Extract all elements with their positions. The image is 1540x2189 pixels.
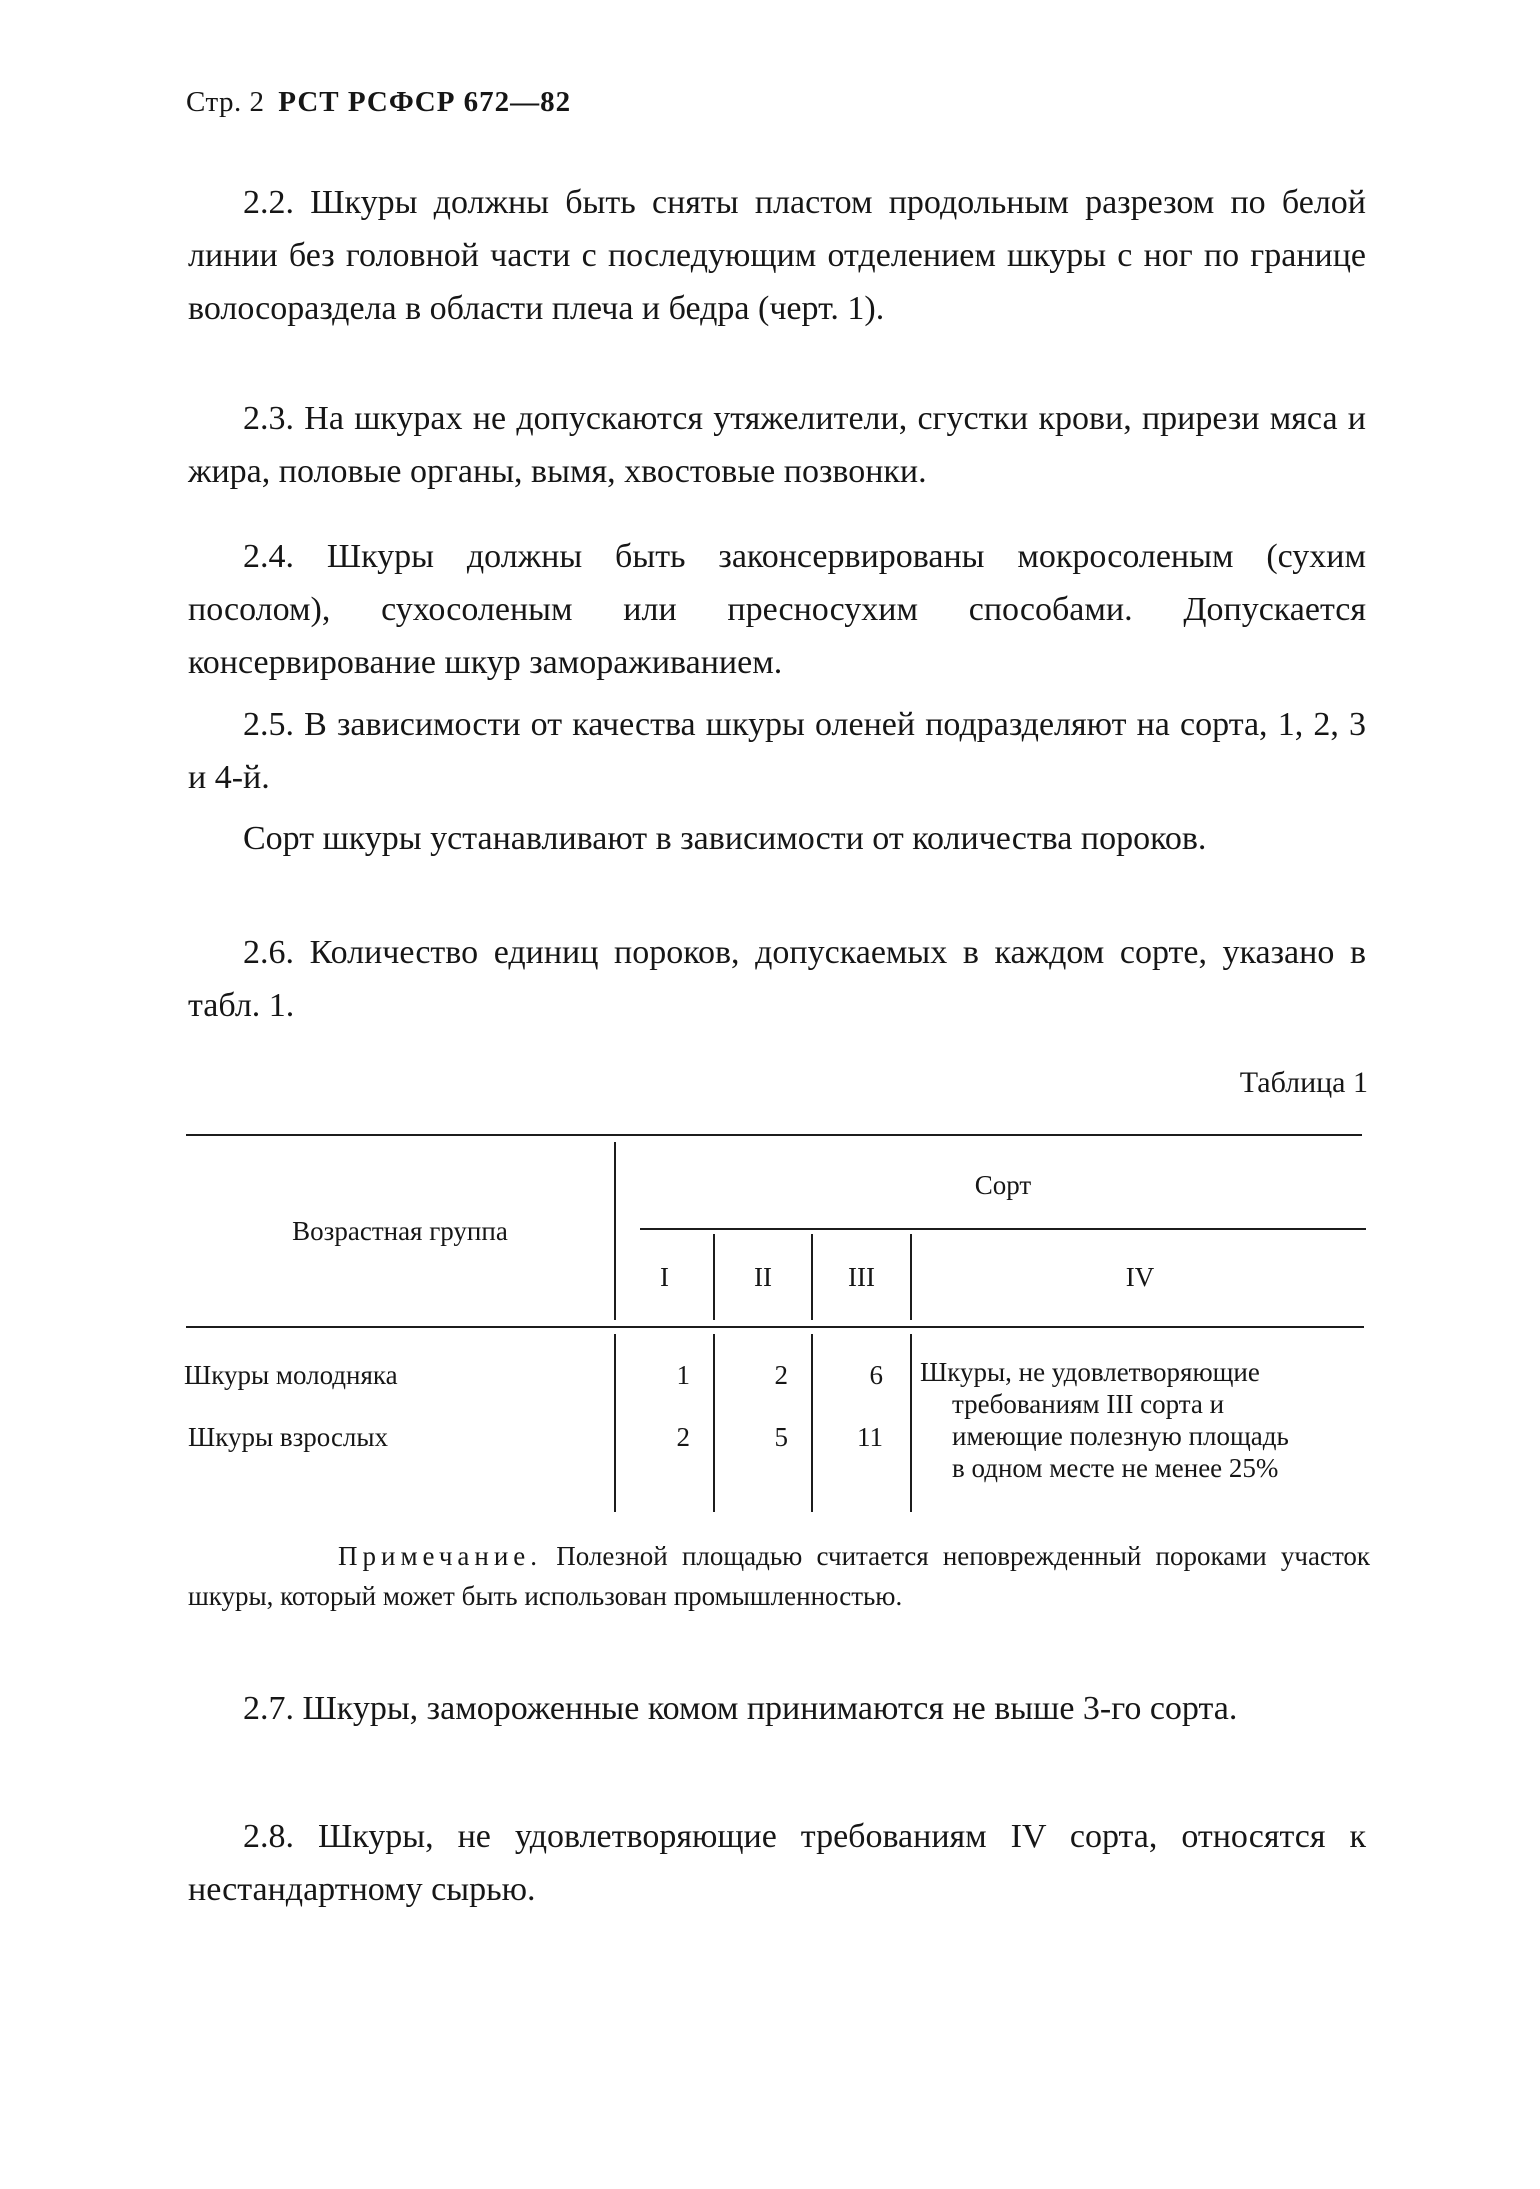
table-row-adult-sort-ii: 5 xyxy=(774,1422,788,1452)
paragraph-2-8: 2.8. Шкуры, не удовлетворяющие требованиям IV сорта, относятся к нестандартному сырью. xyxy=(188,1818,1366,1908)
table-row-young-sort-i: 1 xyxy=(676,1360,690,1390)
table-header-sort-iv: IV xyxy=(1125,1262,1155,1292)
iv-desc-line-4: в одном месте не менее 25% xyxy=(952,1453,1279,1483)
paragraph-2-7: 2.7. Шкуры, замороженные комом принимаются не выше 3-го сорта. xyxy=(243,1690,1238,1727)
table-top-rule xyxy=(186,1134,1362,1136)
table-note xyxy=(188,1536,1370,1616)
table-caption: Таблица 1 xyxy=(1239,1066,1368,1099)
table-row-young-sort-iii: 6 xyxy=(869,1360,883,1390)
page-label: Стр. 2 xyxy=(186,86,265,118)
paragraph-2-6: 2.6. Количество единиц пороков, допускаемых в каждом сорте, указано в табл. 1. xyxy=(188,934,1366,1024)
table-header-sort: Сорт xyxy=(974,1170,1032,1200)
table-sort-rule xyxy=(640,1228,1366,1230)
paragraph-2-2: 2.2. Шкуры должны быть сняты пластом продольным разрезом по белой линии без головной части с последующим отделением шкуры с ног по границе волосораздела в области плеча и бедра (черт. 1). xyxy=(188,184,1366,327)
table-vline-group-body xyxy=(614,1334,616,1512)
iv-desc-line-1: Шкуры, не удовлетворяющие xyxy=(920,1357,1260,1387)
table-header-rule xyxy=(186,1326,1364,1328)
table-row-adult-sort-i: 2 xyxy=(676,1422,690,1452)
table-header-sort-ii: II xyxy=(754,1262,772,1292)
iv-desc-line-3: имеющие полезную площадь xyxy=(952,1421,1289,1451)
table-row-adult-group: Шкуры взрослых xyxy=(188,1422,389,1452)
table-header-sort-iii: III xyxy=(848,1262,875,1292)
table-row-young-sort-ii: 2 xyxy=(774,1360,788,1390)
iv-desc-line-2: требованиям III сорта и xyxy=(952,1389,1225,1419)
page-header xyxy=(186,86,571,119)
table-sort-iv-description xyxy=(920,1356,1370,1484)
note-label: Примечание. xyxy=(338,1541,543,1571)
table-vline-group-head xyxy=(614,1142,616,1320)
table-vline-iii-iv-body xyxy=(910,1334,912,1512)
table-header-sort-i: I xyxy=(660,1262,669,1292)
document-code: РСТ РСФСР 672—82 xyxy=(278,86,572,118)
paragraph-2-5-sort: Сорт шкуры устанавливают в зависимости от количества пороков. xyxy=(243,820,1207,857)
paragraph-2-5: 2.5. В зависимости от качества шкуры оленей подразделяют на сорта, 1, 2, 3 и 4-й. xyxy=(188,706,1366,796)
paragraph-2-3: 2.3. На шкурах не допускаются утяжелители, сгустки крови, прирези мяса и жира, половые органы, вымя, хвостовые позвонки. xyxy=(188,400,1366,490)
table-header-age-group: Возрастная группа xyxy=(292,1216,508,1246)
table-row-young-group: Шкуры молодняка xyxy=(184,1360,398,1390)
paragraph-2-4: 2.4. Шкуры должны быть законсервированы мокросоленым (сухим посолом), сухосоленым или пресносухим способами. Допускается консервирование шкур замораживанием. xyxy=(188,538,1366,681)
table-row-adult-sort-iii: 11 xyxy=(857,1422,883,1452)
note-text: Полезной площадью считается неповрежденный пороками участок шкуры, который может быть использован промышленностью. xyxy=(188,1541,1371,1611)
